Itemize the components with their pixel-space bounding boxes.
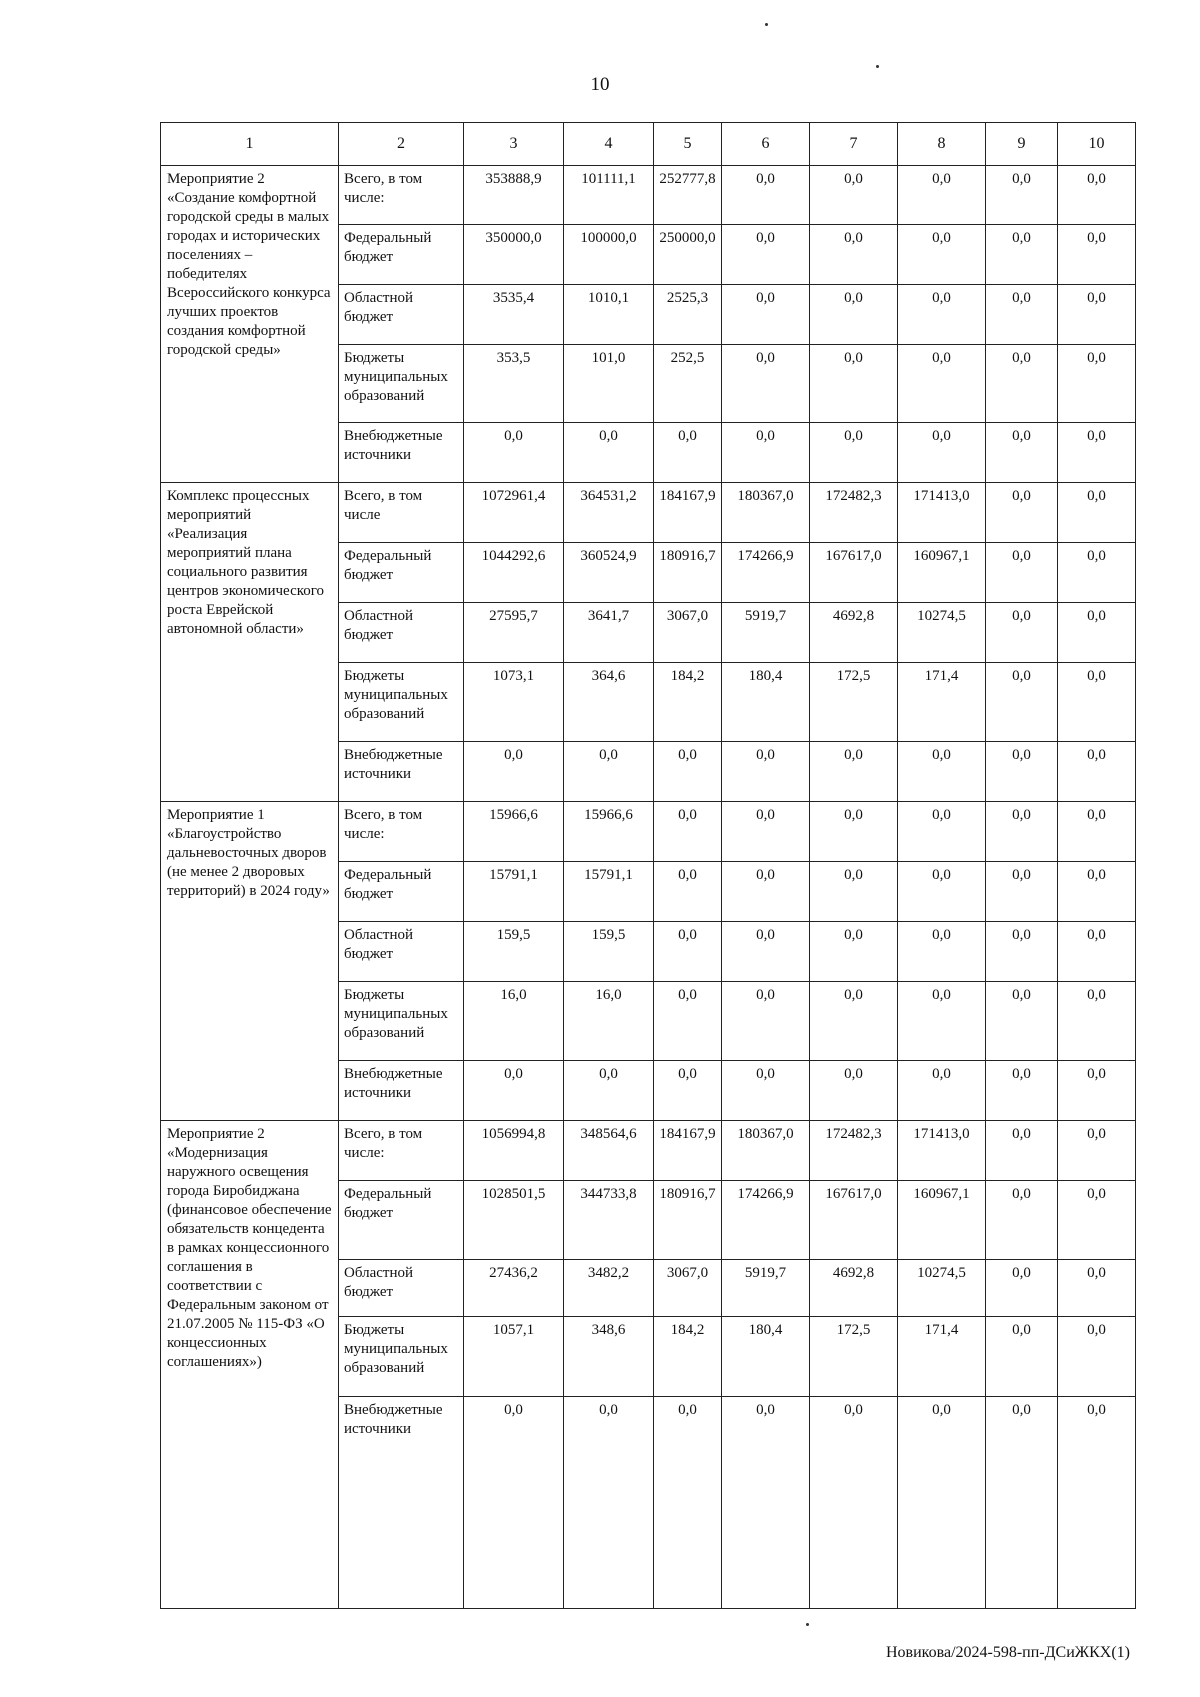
funding-source: Федеральный бюджет <box>339 1180 464 1259</box>
amount-cell: 0,0 <box>722 802 810 862</box>
amount-cell: 0,0 <box>986 982 1058 1061</box>
funding-source: Всего, в том числе: <box>339 1120 464 1180</box>
column-header: 5 <box>654 123 722 166</box>
amount-cell: 172,5 <box>810 663 898 742</box>
amount-cell: 171413,0 <box>898 483 986 543</box>
activity-name: Мероприятие 2 «Создание комфортной городской среды в малых городах и исторических поселениях – победителях Всероссийского конкурса лучших проектов создания комфортной городской среды» <box>161 165 339 483</box>
amount-cell: 0,0 <box>654 862 722 922</box>
amount-cell: 0,0 <box>654 1397 722 1609</box>
amount-cell: 0,0 <box>986 1060 1058 1120</box>
column-header: 10 <box>1058 123 1136 166</box>
amount-cell: 0,0 <box>986 663 1058 742</box>
amount-cell: 3482,2 <box>564 1259 654 1317</box>
amount-cell: 350000,0 <box>464 224 564 284</box>
amount-cell: 0,0 <box>810 862 898 922</box>
amount-cell: 0,0 <box>654 1060 722 1120</box>
amount-cell: 171,4 <box>898 1317 986 1397</box>
amount-cell: 16,0 <box>564 982 654 1061</box>
amount-cell: 0,0 <box>1058 224 1136 284</box>
amount-cell: 0,0 <box>722 423 810 483</box>
amount-cell: 0,0 <box>1058 603 1136 663</box>
amount-cell: 348,6 <box>564 1317 654 1397</box>
amount-cell: 0,0 <box>810 224 898 284</box>
funding-source: Федеральный бюджет <box>339 543 464 603</box>
amount-cell: 3535,4 <box>464 284 564 344</box>
funding-source: Всего, в том числе: <box>339 802 464 862</box>
amount-cell: 101,0 <box>564 344 654 423</box>
amount-cell: 0,0 <box>1058 165 1136 224</box>
amount-cell: 159,5 <box>464 922 564 982</box>
amount-cell: 0,0 <box>1058 1120 1136 1180</box>
amount-cell: 0,0 <box>986 423 1058 483</box>
column-header: 2 <box>339 123 464 166</box>
amount-cell: 0,0 <box>654 982 722 1061</box>
amount-cell: 167617,0 <box>810 543 898 603</box>
amount-cell: 172482,3 <box>810 1120 898 1180</box>
amount-cell: 0,0 <box>564 1060 654 1120</box>
amount-cell: 0,0 <box>898 224 986 284</box>
amount-cell: 1028501,5 <box>464 1180 564 1259</box>
amount-cell: 0,0 <box>810 165 898 224</box>
amount-cell: 27436,2 <box>464 1259 564 1317</box>
amount-cell: 171413,0 <box>898 1120 986 1180</box>
amount-cell: 0,0 <box>722 742 810 802</box>
amount-cell: 184,2 <box>654 663 722 742</box>
amount-cell: 0,0 <box>986 802 1058 862</box>
funding-source: Внебюджетные источники <box>339 742 464 802</box>
amount-cell: 172,5 <box>810 1317 898 1397</box>
amount-cell: 0,0 <box>1058 1317 1136 1397</box>
page-number: 10 <box>590 74 610 95</box>
amount-cell: 0,0 <box>986 1317 1058 1397</box>
amount-cell: 0,0 <box>810 742 898 802</box>
amount-cell: 0,0 <box>722 284 810 344</box>
amount-cell: 160967,1 <box>898 1180 986 1259</box>
amount-cell: 180367,0 <box>722 483 810 543</box>
column-header: 7 <box>810 123 898 166</box>
amount-cell: 159,5 <box>564 922 654 982</box>
amount-cell: 360524,9 <box>564 543 654 603</box>
amount-cell: 0,0 <box>722 922 810 982</box>
amount-cell: 184167,9 <box>654 483 722 543</box>
amount-cell: 0,0 <box>1058 1180 1136 1259</box>
amount-cell: 180916,7 <box>654 543 722 603</box>
amount-cell: 0,0 <box>810 1397 898 1609</box>
amount-cell: 1010,1 <box>564 284 654 344</box>
amount-cell: 0,0 <box>722 1060 810 1120</box>
amount-cell: 15966,6 <box>464 802 564 862</box>
amount-cell: 0,0 <box>898 1060 986 1120</box>
amount-cell: 0,0 <box>1058 344 1136 423</box>
amount-cell: 180367,0 <box>722 1120 810 1180</box>
amount-cell: 250000,0 <box>654 224 722 284</box>
funding-source: Областной бюджет <box>339 922 464 982</box>
amount-cell: 0,0 <box>898 284 986 344</box>
amount-cell: 0,0 <box>810 344 898 423</box>
amount-cell: 0,0 <box>898 922 986 982</box>
amount-cell: 160967,1 <box>898 543 986 603</box>
amount-cell: 0,0 <box>1058 1259 1136 1317</box>
funding-source: Всего, в том числе <box>339 483 464 543</box>
document-reference: Новикова/2024-598-пп-ДСиЖКХ(1) <box>886 1644 1130 1661</box>
amount-cell: 0,0 <box>810 802 898 862</box>
amount-cell: 353,5 <box>464 344 564 423</box>
amount-cell: 4692,8 <box>810 1259 898 1317</box>
table-body <box>161 123 1136 1609</box>
amount-cell: 364531,2 <box>564 483 654 543</box>
amount-cell: 180,4 <box>722 1317 810 1397</box>
funding-source: Всего, в том числе: <box>339 165 464 224</box>
amount-cell: 1044292,6 <box>464 543 564 603</box>
amount-cell: 0,0 <box>986 1397 1058 1609</box>
funding-source: Федеральный бюджет <box>339 224 464 284</box>
amount-cell: 10274,5 <box>898 1259 986 1317</box>
amount-cell: 0,0 <box>1058 423 1136 483</box>
amount-cell: 0,0 <box>1058 742 1136 802</box>
amount-cell: 0,0 <box>986 165 1058 224</box>
table-row <box>161 483 1136 543</box>
amount-cell: 0,0 <box>986 224 1058 284</box>
amount-cell: 364,6 <box>564 663 654 742</box>
column-header: 1 <box>161 123 339 166</box>
amount-cell: 0,0 <box>564 423 654 483</box>
amount-cell: 100000,0 <box>564 224 654 284</box>
funding-source: Бюджеты муниципальных образований <box>339 1317 464 1397</box>
amount-cell: 0,0 <box>810 922 898 982</box>
amount-cell: 0,0 <box>986 1180 1058 1259</box>
amount-cell: 167617,0 <box>810 1180 898 1259</box>
amount-cell: 0,0 <box>654 423 722 483</box>
amount-cell: 0,0 <box>722 165 810 224</box>
amount-cell: 101111,1 <box>564 165 654 224</box>
amount-cell: 0,0 <box>722 1397 810 1609</box>
amount-cell: 171,4 <box>898 663 986 742</box>
amount-cell: 0,0 <box>810 982 898 1061</box>
amount-cell: 0,0 <box>986 922 1058 982</box>
amount-cell: 0,0 <box>986 344 1058 423</box>
amount-cell: 0,0 <box>986 1120 1058 1180</box>
amount-cell: 0,0 <box>986 284 1058 344</box>
budget-table <box>160 122 1136 1609</box>
column-header: 3 <box>464 123 564 166</box>
amount-cell: 180916,7 <box>654 1180 722 1259</box>
amount-cell: 0,0 <box>986 742 1058 802</box>
amount-cell: 348564,6 <box>564 1120 654 1180</box>
table-row <box>161 802 1136 862</box>
amount-cell: 0,0 <box>722 982 810 1061</box>
funding-source: Бюджеты муниципальных образований <box>339 344 464 423</box>
funding-source: Внебюджетные источники <box>339 423 464 483</box>
amount-cell: 0,0 <box>464 1060 564 1120</box>
amount-cell: 0,0 <box>1058 663 1136 742</box>
amount-cell: 1072961,4 <box>464 483 564 543</box>
amount-cell: 0,0 <box>986 543 1058 603</box>
amount-cell: 0,0 <box>564 1397 654 1609</box>
funding-source: Бюджеты муниципальных образований <box>339 663 464 742</box>
amount-cell: 0,0 <box>898 165 986 224</box>
amount-cell: 15791,1 <box>464 862 564 922</box>
amount-cell: 0,0 <box>898 423 986 483</box>
amount-cell: 3641,7 <box>564 603 654 663</box>
amount-cell: 0,0 <box>1058 543 1136 603</box>
amount-cell: 5919,7 <box>722 603 810 663</box>
amount-cell: 252777,8 <box>654 165 722 224</box>
amount-cell: 0,0 <box>1058 284 1136 344</box>
header-row <box>161 123 1136 166</box>
amount-cell: 0,0 <box>898 862 986 922</box>
amount-cell: 0,0 <box>1058 1060 1136 1120</box>
amount-cell: 0,0 <box>654 742 722 802</box>
column-header: 6 <box>722 123 810 166</box>
amount-cell: 0,0 <box>722 344 810 423</box>
activity-name: Мероприятие 1 «Благоустройство дальневосточных дворов (не менее 2 дворовых территорий) в 2024 году» <box>161 802 339 1121</box>
amount-cell: 0,0 <box>810 423 898 483</box>
amount-cell: 0,0 <box>810 284 898 344</box>
amount-cell: 0,0 <box>1058 802 1136 862</box>
amount-cell: 252,5 <box>654 344 722 423</box>
funding-source: Областной бюджет <box>339 1259 464 1317</box>
column-header: 9 <box>986 123 1058 166</box>
amount-cell: 15966,6 <box>564 802 654 862</box>
amount-cell: 0,0 <box>986 1259 1058 1317</box>
amount-cell: 0,0 <box>464 1397 564 1609</box>
amount-cell: 0,0 <box>722 224 810 284</box>
column-header: 8 <box>898 123 986 166</box>
amount-cell: 184167,9 <box>654 1120 722 1180</box>
funding-source: Федеральный бюджет <box>339 862 464 922</box>
amount-cell: 3067,0 <box>654 1259 722 1317</box>
amount-cell: 1056994,8 <box>464 1120 564 1180</box>
amount-cell: 5919,7 <box>722 1259 810 1317</box>
amount-cell: 0,0 <box>898 982 986 1061</box>
amount-cell: 0,0 <box>898 1397 986 1609</box>
amount-cell: 0,0 <box>464 742 564 802</box>
amount-cell: 16,0 <box>464 982 564 1061</box>
activity-name: Комплекс процессных мероприятий «Реализация мероприятий плана социального развития центров экономического роста Еврейской автономной области» <box>161 483 339 802</box>
amount-cell: 0,0 <box>986 483 1058 543</box>
amount-cell: 4692,8 <box>810 603 898 663</box>
amount-cell: 2525,3 <box>654 284 722 344</box>
amount-cell: 15791,1 <box>564 862 654 922</box>
amount-cell: 0,0 <box>1058 982 1136 1061</box>
amount-cell: 10274,5 <box>898 603 986 663</box>
funding-source: Областной бюджет <box>339 284 464 344</box>
amount-cell: 0,0 <box>722 862 810 922</box>
amount-cell: 172482,3 <box>810 483 898 543</box>
funding-source: Внебюджетные источники <box>339 1397 464 1609</box>
amount-cell: 0,0 <box>654 922 722 982</box>
amount-cell: 0,0 <box>898 344 986 423</box>
amount-cell: 1057,1 <box>464 1317 564 1397</box>
amount-cell: 3067,0 <box>654 603 722 663</box>
amount-cell: 0,0 <box>654 802 722 862</box>
amount-cell: 353888,9 <box>464 165 564 224</box>
amount-cell: 180,4 <box>722 663 810 742</box>
amount-cell: 0,0 <box>810 1060 898 1120</box>
amount-cell: 174266,9 <box>722 543 810 603</box>
amount-cell: 0,0 <box>1058 1397 1136 1609</box>
scan-speck <box>806 1623 809 1626</box>
amount-cell: 0,0 <box>1058 862 1136 922</box>
funding-source: Областной бюджет <box>339 603 464 663</box>
amount-cell: 174266,9 <box>722 1180 810 1259</box>
amount-cell: 0,0 <box>898 802 986 862</box>
amount-cell: 27595,7 <box>464 603 564 663</box>
funding-source: Внебюджетные источники <box>339 1060 464 1120</box>
table-row <box>161 1120 1136 1180</box>
amount-cell: 344733,8 <box>564 1180 654 1259</box>
column-header: 4 <box>564 123 654 166</box>
amount-cell: 0,0 <box>1058 483 1136 543</box>
activity-name: Мероприятие 2 «Модернизация наружного освещения города Биробиджана (финансовое обеспечение обязательств концедента в рамках концессионного соглашения в соответствии с Федеральным законом от 21.07.2005 № 115-ФЗ «О концессионных соглашениях») <box>161 1120 339 1608</box>
amount-cell: 184,2 <box>654 1317 722 1397</box>
amount-cell: 1073,1 <box>464 663 564 742</box>
amount-cell: 0,0 <box>464 423 564 483</box>
funding-source: Бюджеты муниципальных образований <box>339 982 464 1061</box>
scan-speck <box>876 65 879 68</box>
amount-cell: 0,0 <box>898 742 986 802</box>
amount-cell: 0,0 <box>564 742 654 802</box>
scan-speck <box>765 23 768 26</box>
amount-cell: 0,0 <box>986 862 1058 922</box>
table-row <box>161 165 1136 224</box>
amount-cell: 0,0 <box>986 603 1058 663</box>
amount-cell: 0,0 <box>1058 922 1136 982</box>
